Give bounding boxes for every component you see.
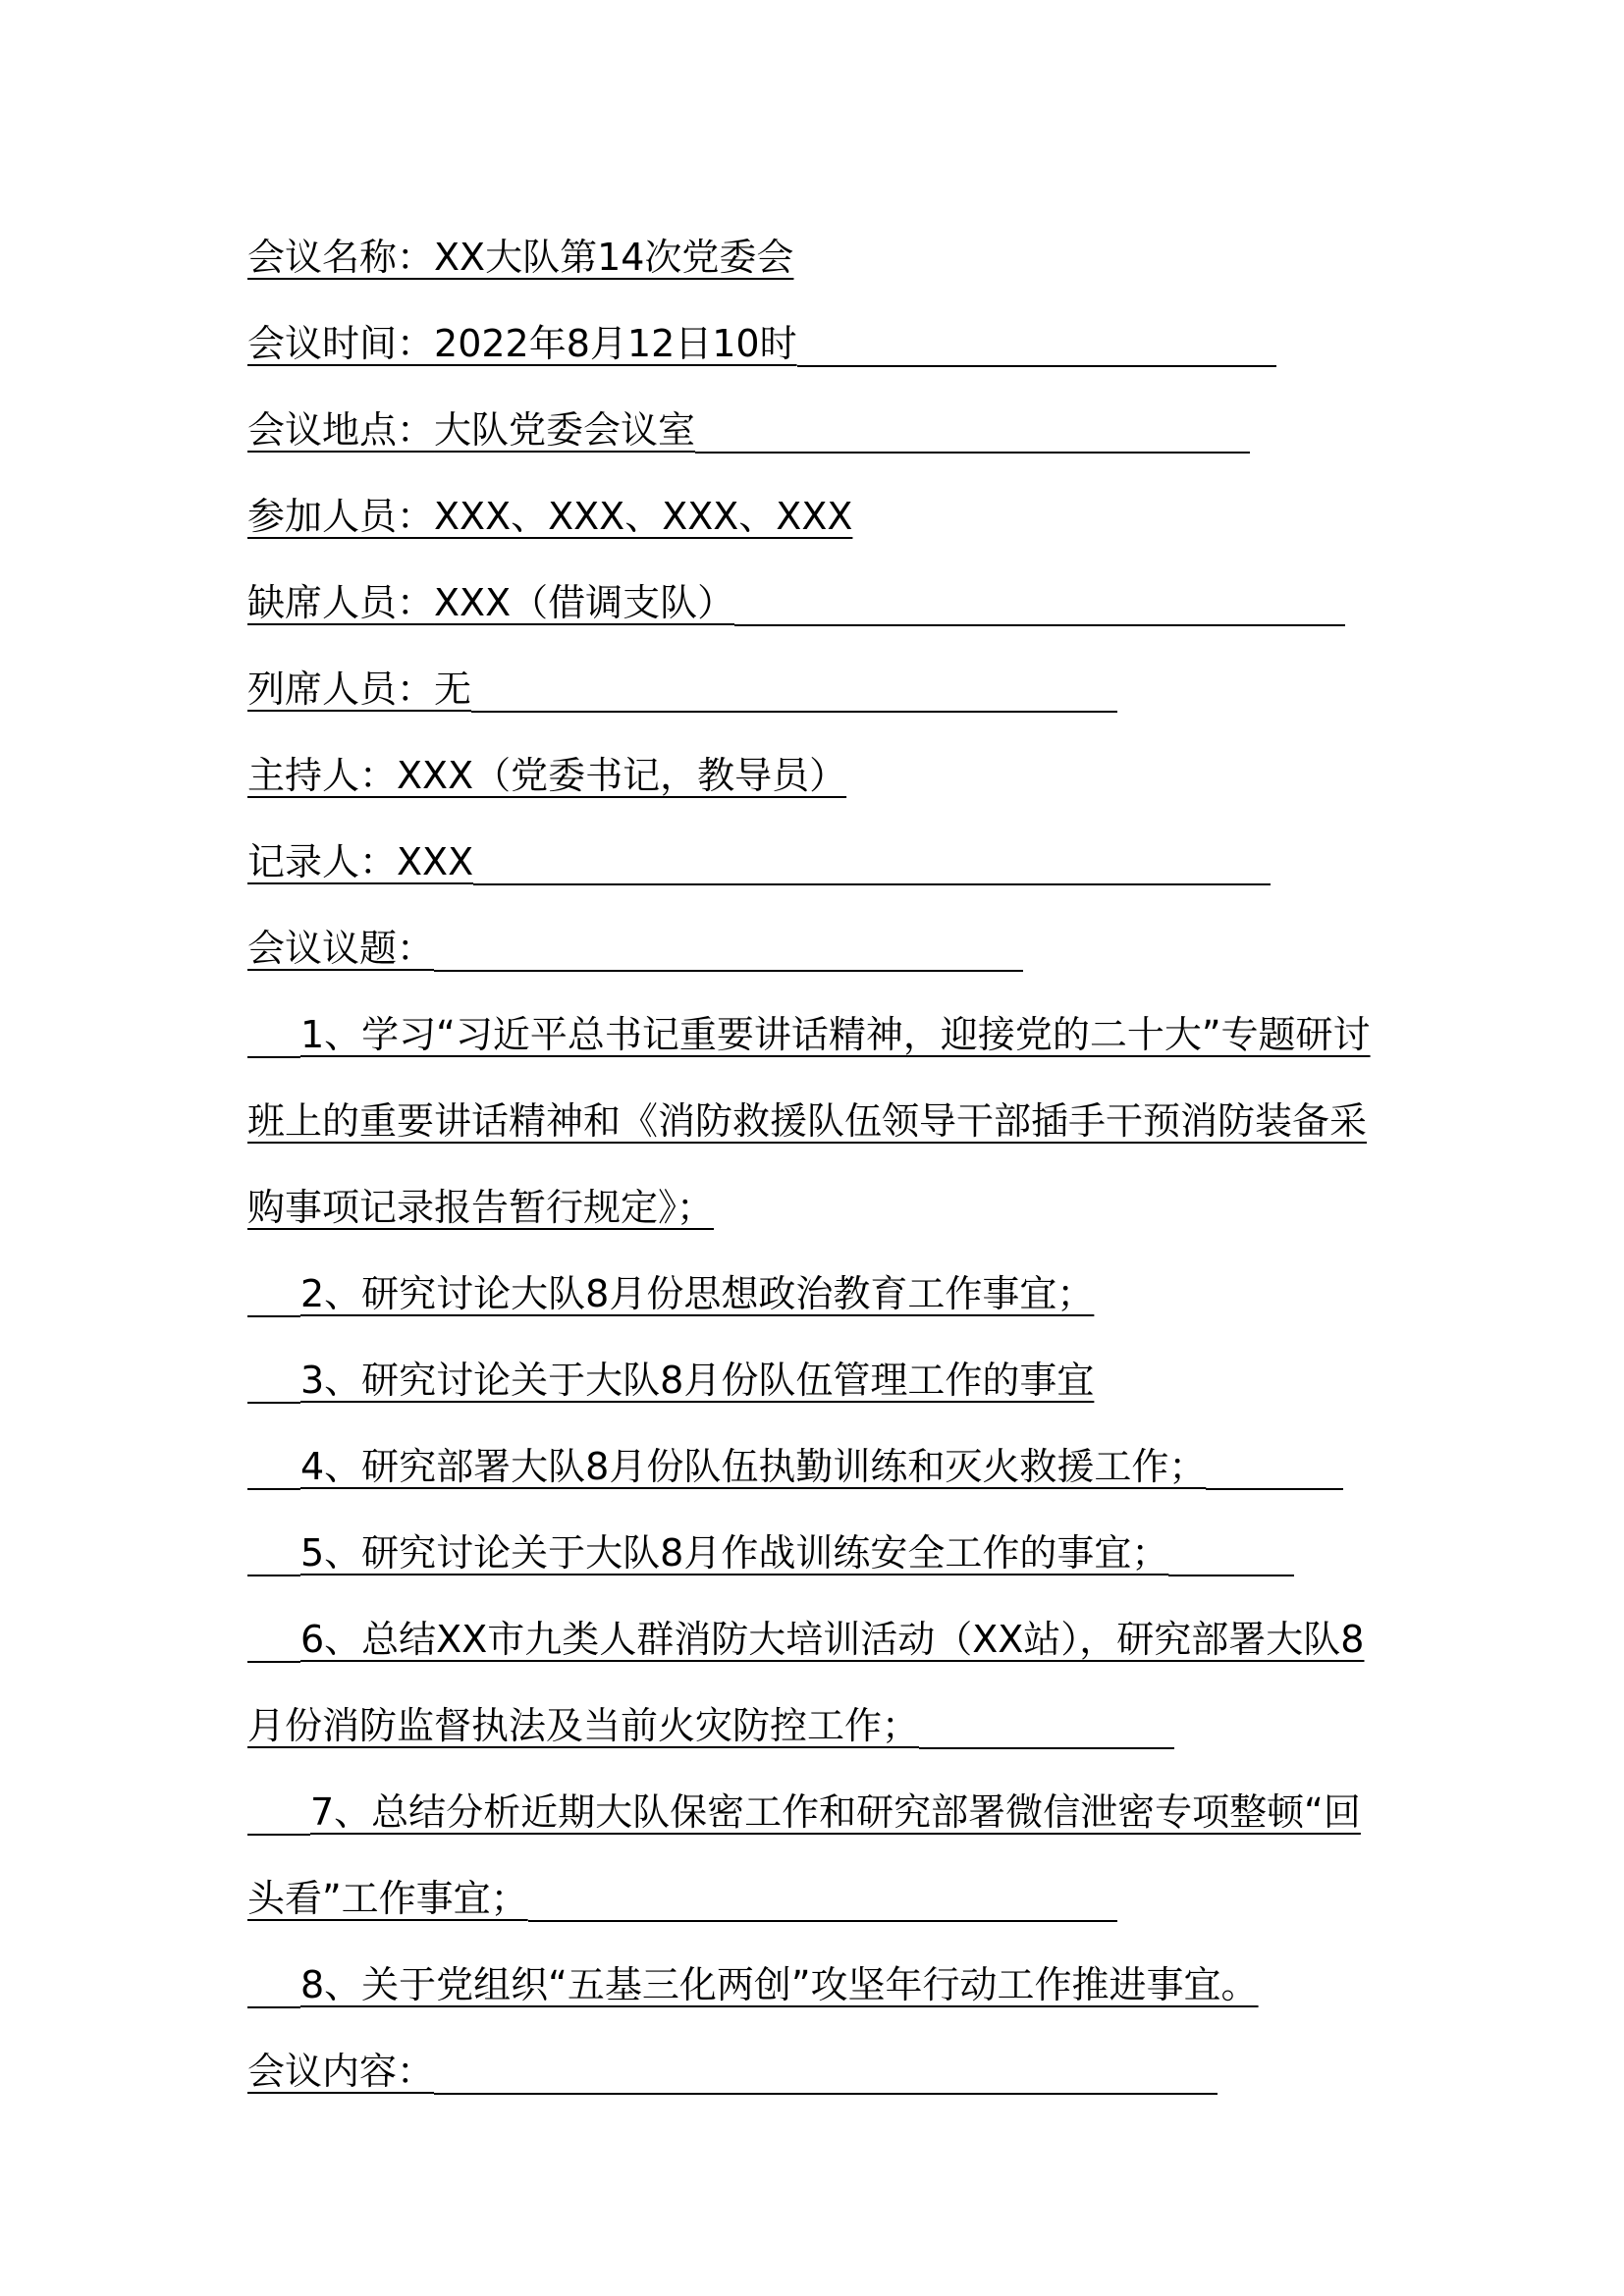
- field-value: 无: [434, 667, 472, 711]
- indent-underline: [247, 1266, 300, 1317]
- agenda-item-text: 8、关于党组织“五基三化两创”攻坚年行动工作推进事宜。: [300, 1963, 1259, 2006]
- underline-fill: [471, 662, 1117, 713]
- field-agenda-heading: [247, 905, 1390, 991]
- agenda-item-text: 2、研究讨论大队8月份思想政治教育工作事宜；: [300, 1272, 1095, 1315]
- agenda-item: [247, 1423, 1390, 1510]
- agenda-item-text: 3、研究讨论关于大队8月份队伍管理工作的事宜: [300, 1359, 1095, 1402]
- underline-fill: [434, 921, 1023, 972]
- field-label: 参加人员：: [247, 495, 435, 538]
- field-label: 会议时间：: [247, 322, 435, 365]
- indent-underline: [247, 1525, 300, 1576]
- indent-underline: [247, 1957, 300, 2008]
- underline-fill: [473, 834, 1271, 885]
- field-value: XXX（党委书记，教导员）: [397, 754, 847, 797]
- field-label: 缺席人员：: [247, 581, 435, 624]
- meeting-content-heading: [247, 2028, 1390, 2114]
- field-value: 2022年8月12日10时: [434, 322, 797, 365]
- underline-fill: [1206, 1439, 1343, 1490]
- field-value: XX大队第14次党委会: [434, 236, 794, 279]
- indent-underline: [247, 1612, 300, 1663]
- field-label: 会议地点：: [247, 408, 435, 452]
- indent-underline: [247, 1353, 300, 1404]
- agenda-item: [247, 1942, 1390, 2028]
- field-observers: [247, 646, 1390, 732]
- agenda-item-text: 5、研究讨论关于大队8月作战训练安全工作的事宜；: [300, 1531, 1169, 1575]
- indent-underline: [247, 1439, 300, 1490]
- indent-underline: [247, 1785, 310, 1836]
- field-attendees: [247, 473, 1390, 560]
- field-value: 大队党委会议室: [434, 408, 696, 452]
- field-label: 记录人：: [247, 840, 398, 883]
- agenda-item: [247, 1337, 1390, 1423]
- field-meeting-name: [247, 214, 1390, 300]
- document-page: [247, 0, 1390, 2114]
- field-value: XXX（借调支队）: [434, 581, 735, 624]
- field-value: XXX、XXX、XXX、XXX: [434, 495, 853, 538]
- underline-fill: [734, 575, 1345, 626]
- underline-fill: [1168, 1525, 1294, 1576]
- agenda-item-text: 4、研究部署大队8月份队伍执勤训练和灭火救援工作；: [300, 1445, 1207, 1488]
- agenda-item: [247, 991, 1390, 1251]
- underline-fill: [695, 402, 1250, 454]
- field-absentees: [247, 560, 1390, 646]
- agenda-item: [247, 1510, 1390, 1596]
- field-label: 会议议题：: [247, 927, 435, 970]
- agenda-item-text: 7、总结分析近期大队保密工作和研究部署微信泄密专项整顿“回头看”工作事宜；: [247, 1790, 1361, 1920]
- field-host: [247, 732, 1390, 819]
- field-meeting-time: [247, 300, 1390, 387]
- agenda-item-text: 1、学习“习近平总书记重要讲话精神，迎接党的二十大”专题研讨班上的重要讲话精神和《消防救援队伍领导干部插手干预消防装备采购事项记录报告暂行规定》；: [247, 1013, 1371, 1229]
- underline-fill: [919, 1698, 1174, 1749]
- underline-fill: [434, 2044, 1218, 2095]
- underline-fill: [528, 1871, 1117, 1922]
- agenda-item: [247, 1769, 1390, 1942]
- content-label: 会议内容：: [247, 2050, 435, 2093]
- field-recorder: [247, 819, 1390, 905]
- field-label: 主持人：: [247, 754, 398, 797]
- indent-underline: [247, 1007, 300, 1058]
- agenda-item: [247, 1596, 1390, 1769]
- agenda-item-text: 6、总结XX市九类人群消防大培训活动（XX站），研究部署大队8月份消防监督执法及当前火灾防控工作；: [247, 1618, 1365, 1747]
- field-value: XXX: [397, 840, 474, 883]
- field-label: 会议名称：: [247, 236, 435, 279]
- underline-fill: [797, 316, 1276, 367]
- agenda-item: [247, 1251, 1390, 1337]
- field-label: 列席人员：: [247, 667, 435, 711]
- field-meeting-place: [247, 387, 1390, 473]
